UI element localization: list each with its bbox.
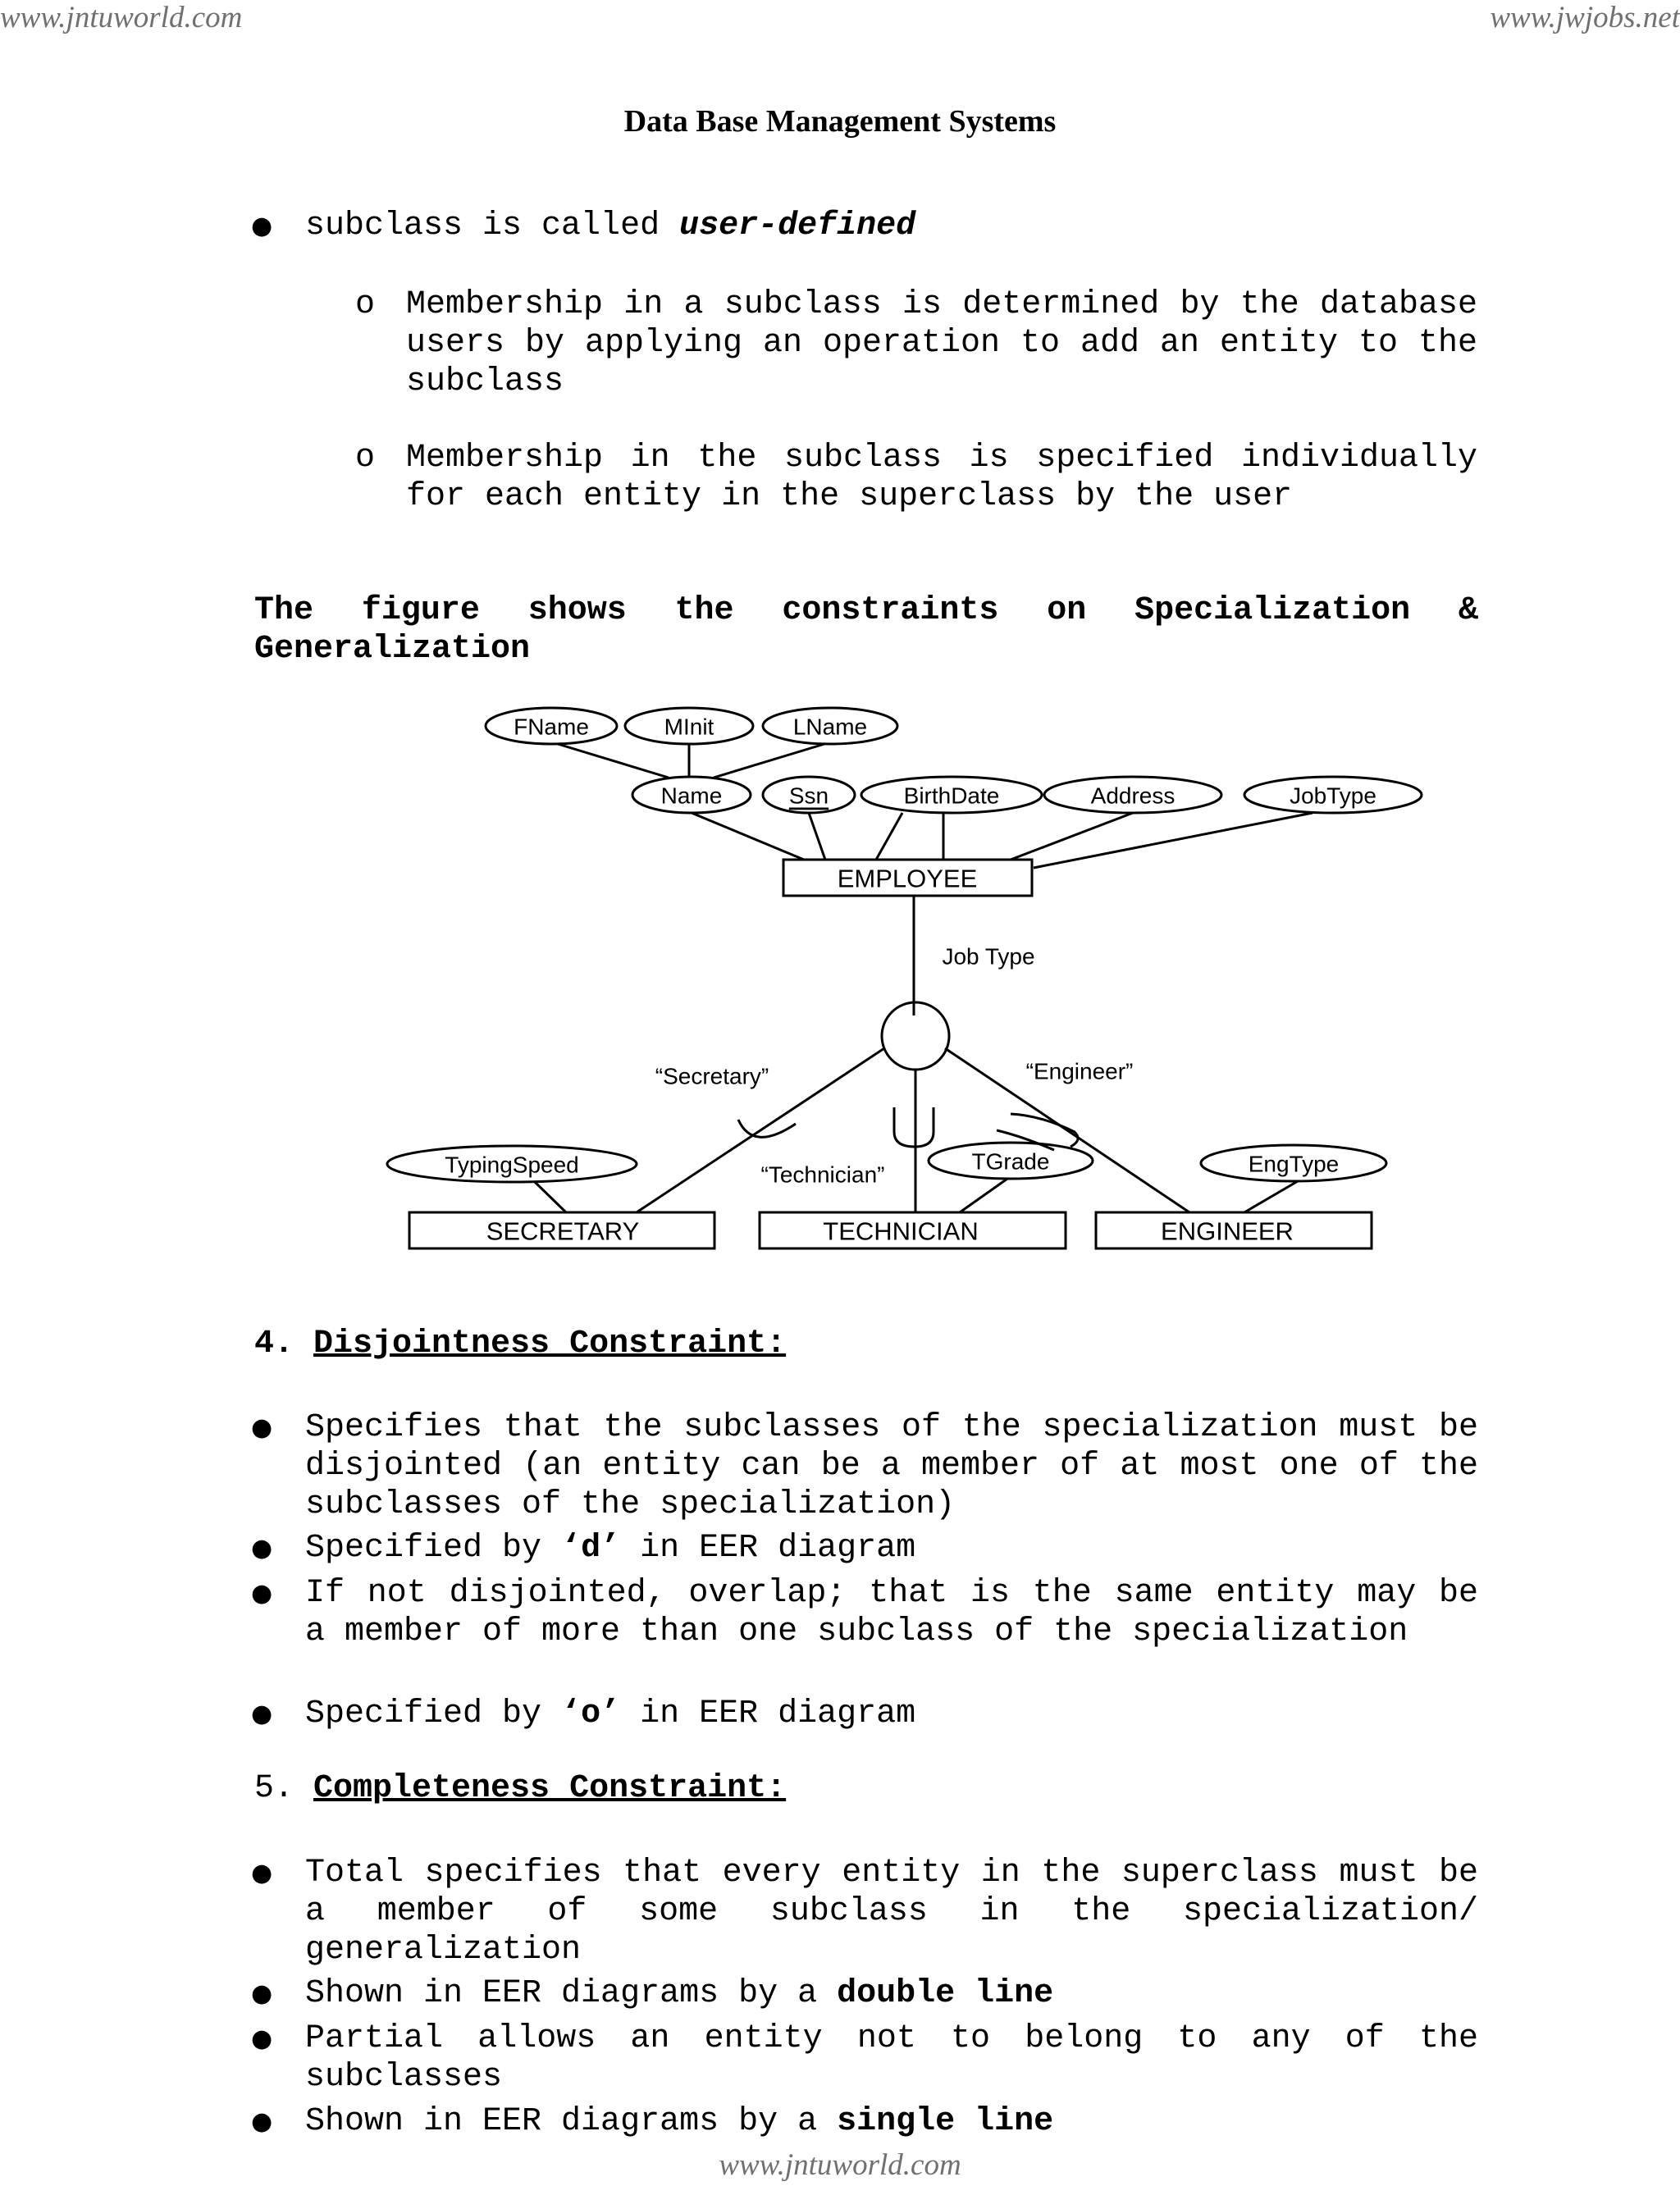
- section5-title: Completeness Constraint:: [313, 1770, 787, 1807]
- eer-diagram: [386, 697, 1436, 1255]
- intro-emphasis: user-defined: [679, 208, 916, 244]
- footer-url: www.jntuworld.com: [719, 2148, 961, 2182]
- section4-item-4: [305, 1695, 1478, 1733]
- section4-title: Disjointness Constraint:: [313, 1326, 787, 1362]
- intro-prefix: subclass is called: [305, 208, 680, 244]
- section4-item-2-post: in EER diagram: [620, 1530, 916, 1567]
- section4-item-4-post: in EER diagram: [620, 1695, 916, 1732]
- entity-secretary-label: SECRETARY: [486, 1216, 640, 1246]
- entity-engineer-label: ENGINEER: [1161, 1216, 1294, 1246]
- attr-typingspeed-label: TypingSpeed: [445, 1152, 579, 1178]
- section5-number: 5.: [254, 1770, 314, 1807]
- predicate-engineer-label: “Engineer”: [1025, 1058, 1134, 1084]
- attr-tgrade-label: TGrade: [971, 1148, 1050, 1175]
- attr-birthdate-label: BirthDate: [903, 783, 1000, 809]
- specialization-circle-shape: [882, 1002, 949, 1070]
- attr-ssn-label: Ssn: [788, 783, 829, 809]
- intro-bullet-text: [305, 207, 1478, 245]
- defining-attribute-label: Job Type: [942, 943, 1035, 970]
- section4-item-4-pre: Specified by: [305, 1695, 562, 1732]
- bullet-icon: ●: [251, 1534, 273, 1563]
- section4-item-4-bold: ‘o’: [561, 1695, 621, 1732]
- section5-item-4: [305, 2102, 1478, 2141]
- section5-item-4-pre: Shown in EER diagrams by a: [305, 2103, 838, 2140]
- bullet-icon: ●: [251, 1859, 273, 1887]
- section4-item-2: [305, 1529, 1478, 1568]
- header-right-url: www.jwjobs.net: [1490, 1, 1680, 34]
- section4-number: 4.: [254, 1326, 314, 1362]
- entity-employee-label: EMPLOYEE: [837, 864, 978, 893]
- bullet-icon: ●: [251, 1700, 273, 1728]
- section5-item-2: [305, 1974, 1478, 2013]
- section5-item-1: Total specifies that every entity in the superclass must be a member of some subclass in the specialization/ generalization: [305, 1855, 1478, 1969]
- bullet-icon: ●: [251, 212, 273, 240]
- page-title: Data Base Management Systems: [623, 104, 1057, 139]
- section5-item-4-bold: single line: [837, 2103, 1054, 2140]
- bullet-icon: ●: [251, 1979, 273, 2008]
- attr-minit-label: MInit: [664, 714, 714, 740]
- predicate-technician-label: “Technician”: [760, 1161, 885, 1188]
- section5-item-3: Partial allows an entity not to belong to any of the subclasses: [305, 2020, 1478, 2096]
- section4-item-2-pre: Specified by: [305, 1530, 562, 1567]
- attr-fname-label: FName: [514, 714, 589, 740]
- entity-technician-label: TECHNICIAN: [823, 1216, 979, 1246]
- predicate-secretary-label: “Secretary”: [655, 1063, 769, 1089]
- attr-address-label: Address: [1090, 783, 1176, 809]
- circle-bullet-icon: o: [355, 440, 376, 477]
- bullet-icon: ●: [251, 2024, 273, 2053]
- attr-name-label: Name: [660, 783, 723, 809]
- section5-item-2-pre: Shown in EER diagrams by a: [305, 1975, 838, 2012]
- attr-lname-label: LName: [792, 714, 868, 740]
- attr-jobtype-label: JobType: [1290, 783, 1376, 809]
- section5-item-2-bold: double line: [837, 1975, 1054, 2012]
- intro-sub-item-2: Membership in the subclass is specified individually for each entity in the superclass by the user: [406, 440, 1477, 515]
- circle-bullet-icon: o: [355, 286, 376, 323]
- section4-item-2-bold: ‘d’: [561, 1530, 621, 1567]
- section4-item-3: If not disjointed, overlap; that is the same entity may be a member of more than one subclass of the specialization: [305, 1575, 1478, 1650]
- section5-heading: [254, 1769, 786, 1808]
- figure-heading: The figure shows the constraints on Specialization & Generalization: [254, 592, 1478, 668]
- header-left-url: www.jntuworld.com: [0, 1, 243, 34]
- bullet-icon: ●: [251, 1579, 273, 1608]
- section4-item-1: Specifies that the subclasses of the specialization must be disjointed (an entity can be a member of at most one of the subclasses of the specialization): [305, 1409, 1478, 1523]
- section4-heading: [254, 1325, 786, 1363]
- bullet-icon: ●: [251, 2107, 273, 2136]
- intro-sub-item-1: Membership in a subclass is determined by the database users by applying an operation to add an entity to the subclass: [406, 286, 1477, 400]
- bullet-icon: ●: [251, 1413, 273, 1442]
- attr-engtype-label: EngType: [1248, 1151, 1340, 1177]
